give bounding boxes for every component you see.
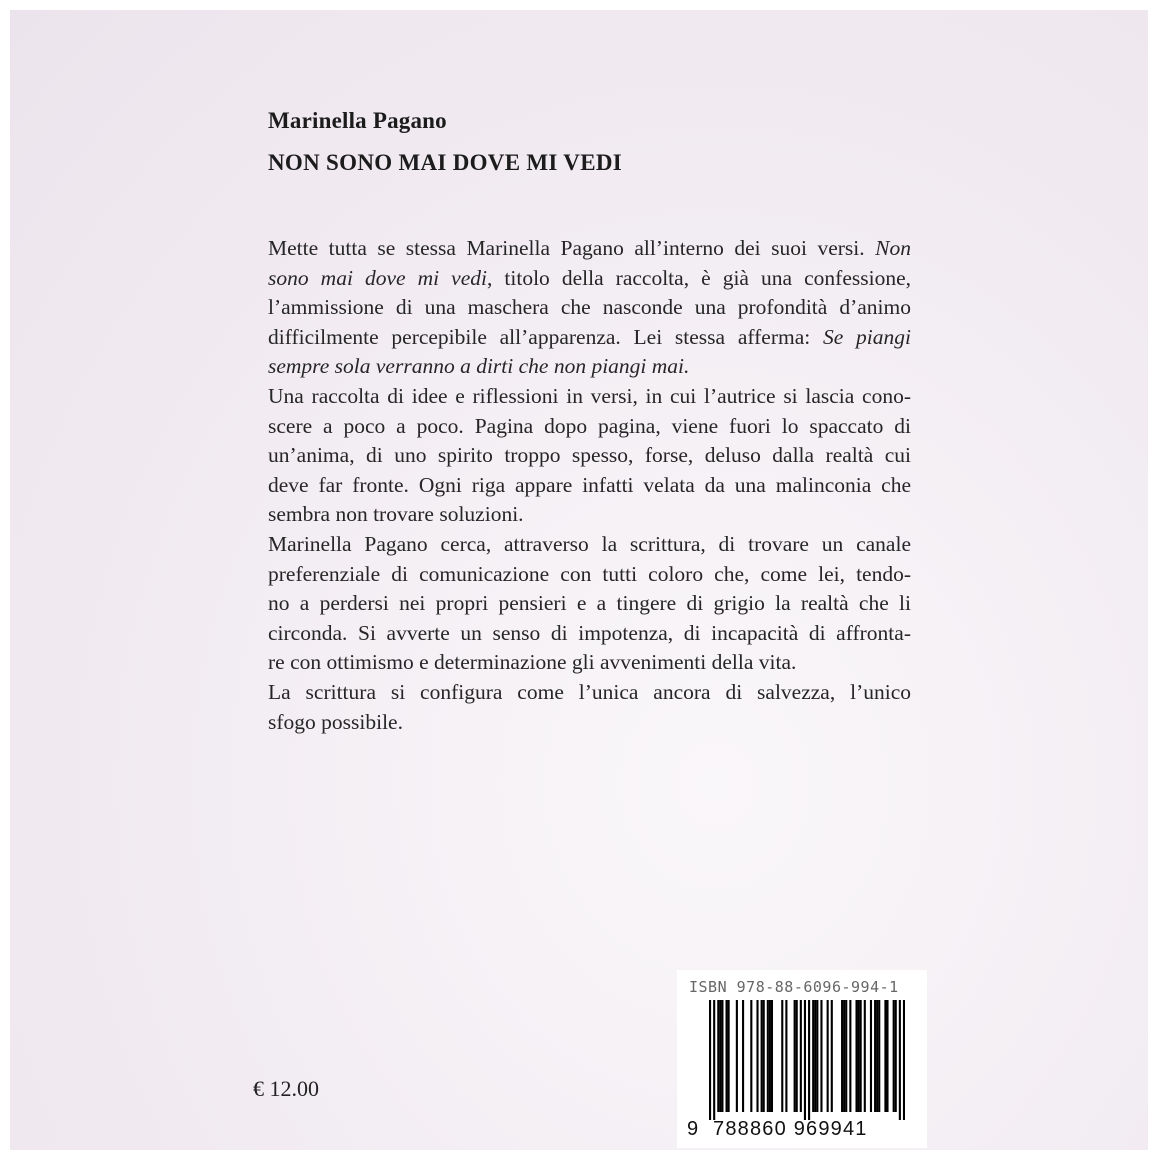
price-label: € 12.00 [253, 1076, 319, 1101]
isbn-label: ISBN 978-88-6096-994-1 [689, 978, 899, 996]
barcode-bar [870, 1000, 872, 1112]
barcode-bar [742, 1000, 744, 1112]
barcode-bar [858, 1000, 860, 1112]
barcode-bar [794, 1000, 796, 1112]
barcode-bar [849, 1000, 851, 1112]
barcode-bar [876, 1000, 878, 1112]
barcode-bar [855, 1000, 857, 1112]
barcode-bar [717, 1000, 719, 1112]
barcode-bar [841, 1000, 843, 1112]
blurb-line: La scrittura si configura come l’unica ancora di salvezza, l’unico [268, 679, 911, 704]
barcode-bar [808, 1000, 810, 1120]
barcode-bar [767, 1000, 769, 1112]
barcode-bar [728, 1000, 730, 1112]
barcode-bar [827, 1000, 829, 1112]
barcode-bar [843, 1000, 845, 1112]
barcode-bar [756, 1000, 758, 1112]
blurb-line: circonda. Si avverte un senso di impotenza, di incapacità di affronta- [268, 620, 911, 645]
blurb-text [268, 234, 911, 737]
blurb-line: sfogo possibile. [268, 709, 403, 734]
barcode-bar [763, 1000, 765, 1112]
barcode-bar [814, 1000, 816, 1112]
barcode-bar [845, 1000, 847, 1112]
isbn-barcode [677, 970, 927, 1148]
blurb-line: l’ammissione di una maschera che nasconde una profondità d’animo [268, 295, 911, 320]
barcode-bar [812, 1000, 814, 1112]
blurb-line: no a perdersi nei propri pensieri e a tingere di grigio la realtà che li [268, 591, 911, 616]
barcode-bar [713, 1000, 715, 1120]
barcode-bar [771, 1000, 773, 1112]
barcode-bar [895, 1000, 897, 1112]
barcode-bar [874, 1000, 876, 1112]
barcode-bar [899, 1000, 901, 1120]
author-name: Marinella Pagano [268, 108, 447, 133]
barcode-bar [750, 1000, 752, 1112]
barcode-bar [719, 1000, 721, 1112]
barcode-bar [878, 1000, 880, 1112]
blurb-line: Mette tutta se stessa Marinella Pagano all’interno dei suoi versi. Non [268, 236, 911, 260]
blurb-line: sempre sola verranno a dirti che non piangi mai. [268, 354, 690, 379]
barcode-bar [721, 1000, 723, 1112]
barcode-bar [726, 1000, 728, 1112]
blurb-line: un’anima, di uno spirito troppo spesso, forse, deluso dalla realtà cui [268, 443, 911, 468]
barcode-bar [804, 1000, 806, 1120]
barcode-bar [796, 1000, 798, 1112]
blurb-line: preferenziale di comunicazione con tutti coloro che, come lei, tendo- [268, 561, 911, 586]
barcode-bar [800, 1000, 802, 1112]
barcode-bar [781, 1000, 783, 1112]
barcode-bar [886, 1000, 888, 1112]
blurb-line: scere a poco a poco. Pagina dopo pagina, viene fuori lo spaccato di [268, 413, 911, 438]
book-back-cover [10, 10, 1148, 1150]
barcode-bar [831, 1000, 833, 1112]
blurb-line: Marinella Pagano cerca, attraverso la scrittura, di trovare un canale [268, 531, 911, 556]
barcode-bar [816, 1000, 818, 1112]
blurb-line: sembra non trovare soluzioni. [268, 502, 524, 527]
barcode-bars [709, 1000, 905, 1120]
ean-digits: 788860 969941 [713, 1118, 868, 1140]
blurb-line: difficilmente percepibile all’apparenza. Lei stessa afferma: Se piangi [268, 324, 911, 349]
blurb-line: deve far fronte. Ogni riga appare infatti velata da una malinconia che [268, 472, 911, 497]
book-title: NON SONO MAI DOVE MI VEDI [268, 150, 623, 175]
barcode-bar [860, 1000, 862, 1112]
barcode-bar [709, 1000, 711, 1120]
barcode-bar [736, 1000, 738, 1112]
blurb-line: re con ottimismo e determinazione gli avvenimenti della vita. [268, 650, 797, 675]
barcode-bar [864, 1000, 866, 1112]
blurb-line: sono mai dove mi vedi, titolo della raccolta, è già una confessione, [268, 265, 911, 290]
barcode-bar [785, 1000, 787, 1112]
barcode-bar [884, 1000, 886, 1112]
blurb-line: Una raccolta di idee e riflessioni in versi, in cui l’autrice si lascia cono- [268, 383, 911, 408]
barcode-bar [903, 1000, 905, 1120]
ean-first-digit: 9 [687, 1118, 699, 1140]
barcode-bar [820, 1000, 822, 1112]
barcode-bar [761, 1000, 763, 1112]
barcode-bar [769, 1000, 771, 1112]
barcode-bar [893, 1000, 895, 1112]
